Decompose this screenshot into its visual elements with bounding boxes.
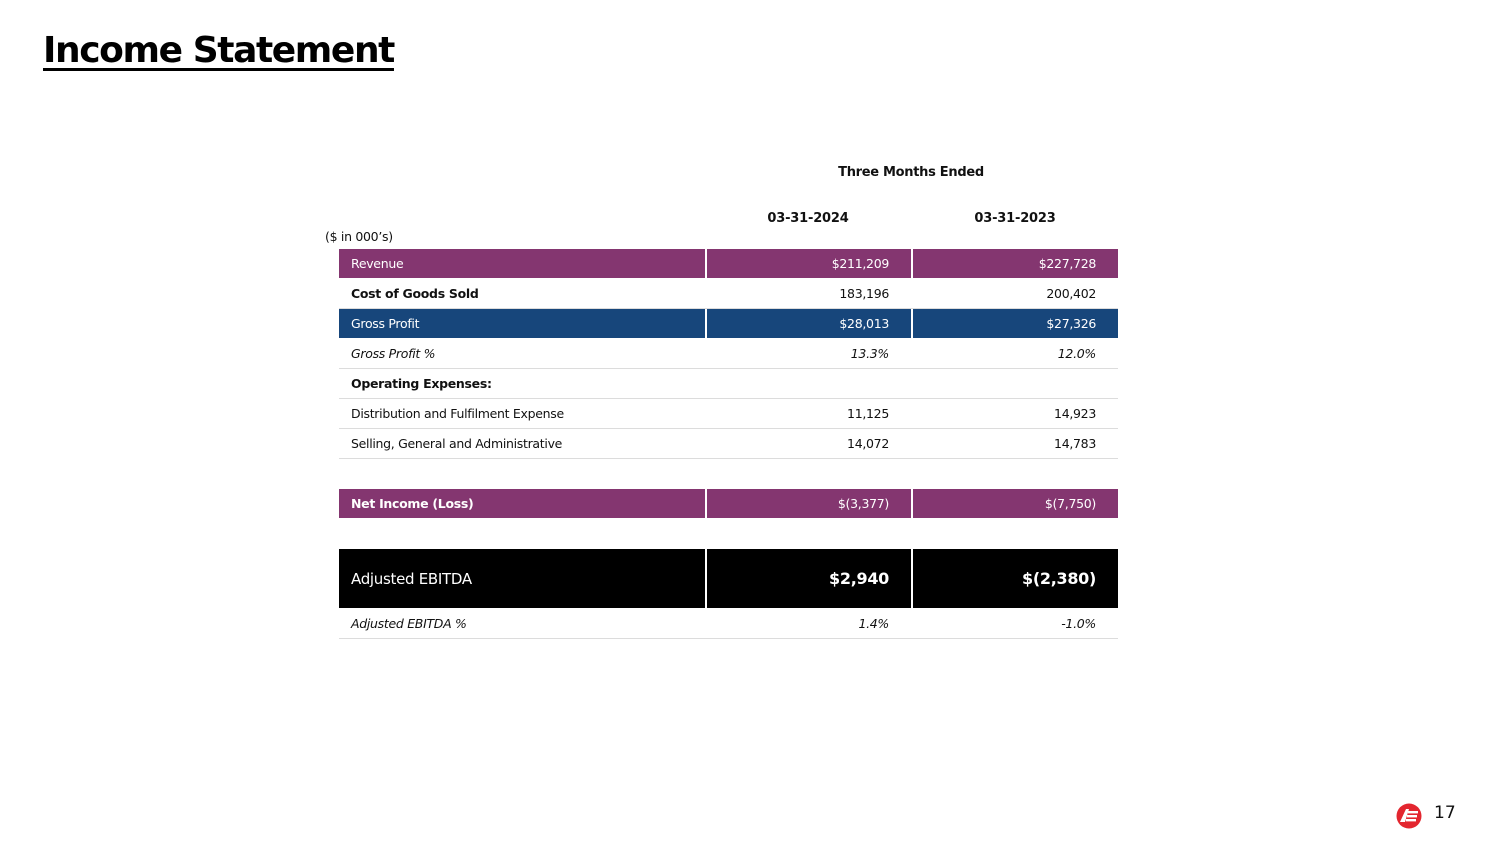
table-row-distribution — [339, 399, 1118, 429]
row-label: Selling, General and Administrative — [351, 436, 563, 451]
table-row-adjusted-ebitda-pct — [339, 609, 1118, 639]
table-row-revenue — [339, 249, 1118, 279]
row-value-current: $2,940 — [705, 549, 911, 608]
row-value-current — [705, 369, 911, 398]
page-title: Income Statement — [43, 30, 394, 71]
units-note: ($ in 000’s) — [325, 229, 393, 244]
table-row-net-income — [339, 489, 1118, 519]
row-label: Gross Profit — [339, 309, 705, 338]
row-value-current: $211,209 — [705, 249, 911, 278]
column-header-prior: 03-31-2023 — [974, 211, 1056, 226]
company-logo-icon — [1396, 803, 1422, 829]
page-number: 17 — [1434, 803, 1456, 823]
row-value-prior: $(7,750) — [911, 489, 1118, 518]
table-row-cogs — [339, 279, 1118, 309]
row-value-prior: 200,402 — [1046, 286, 1096, 301]
row-value-current: 11,125 — [847, 406, 889, 421]
row-value-prior: $227,728 — [911, 249, 1118, 278]
income-statement-table — [339, 249, 1118, 639]
row-value-prior: 12.0% — [1057, 346, 1096, 361]
period-label: Three Months Ended — [838, 165, 984, 180]
table-row-operating-expenses-header — [339, 369, 1118, 399]
row-value-prior — [911, 369, 1118, 398]
row-value-prior: $27,326 — [911, 309, 1118, 338]
row-value-current: $28,013 — [705, 309, 911, 338]
row-value-prior: 14,923 — [1054, 406, 1096, 421]
table-spacer — [339, 459, 1118, 489]
column-header-current: 03-31-2024 — [767, 211, 849, 226]
row-value-current: 183,196 — [839, 286, 889, 301]
row-value-current: $(3,377) — [705, 489, 911, 518]
row-value-prior: -1.0% — [1061, 616, 1096, 631]
row-value-prior: $(2,380) — [911, 549, 1118, 608]
row-label: Gross Profit % — [351, 346, 436, 361]
table-row-gross-profit-pct — [339, 339, 1118, 369]
table-row-gross-profit — [339, 309, 1118, 339]
row-value-current: 14,072 — [847, 436, 889, 451]
table-row-sga — [339, 429, 1118, 459]
row-value-current: 1.4% — [858, 616, 889, 631]
row-label: Operating Expenses: — [351, 376, 492, 391]
row-label: Cost of Goods Sold — [351, 286, 479, 301]
row-label: Net Income (Loss) — [339, 489, 705, 518]
row-label: Revenue — [339, 249, 705, 278]
row-label: Adjusted EBITDA — [339, 549, 705, 608]
row-value-prior: 14,783 — [1054, 436, 1096, 451]
table-spacer — [339, 519, 1118, 549]
table-row-adjusted-ebitda — [339, 549, 1118, 609]
row-value-current: 13.3% — [850, 346, 889, 361]
row-label: Distribution and Fulfilment Expense — [351, 406, 564, 421]
row-label: Adjusted EBITDA % — [351, 616, 467, 631]
